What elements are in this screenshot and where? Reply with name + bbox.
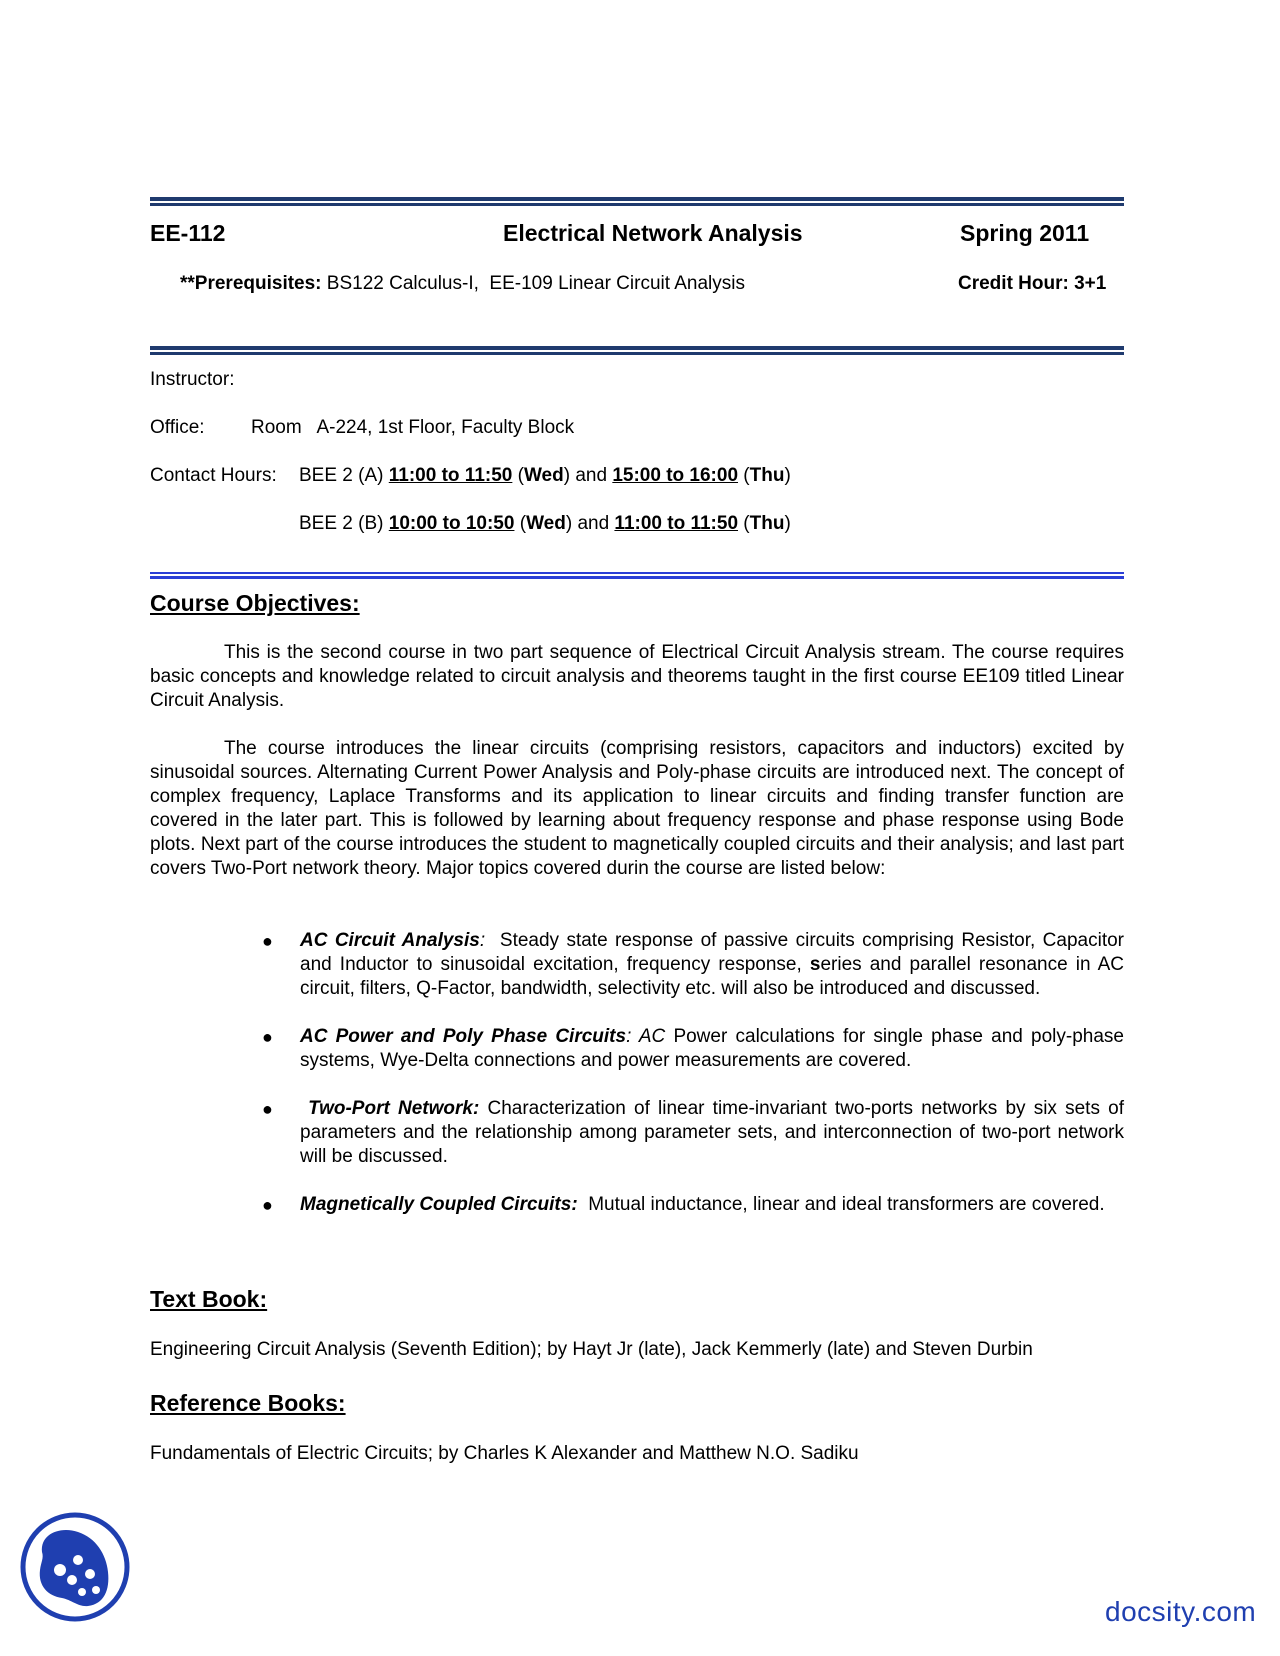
docsity-watermark[interactable]: docsity.com (1105, 1596, 1257, 1627)
section-b-and: and (577, 513, 610, 534)
office-value: Room A-224, 1st Floor, Faculty Block (251, 417, 575, 438)
textbook-heading: Text Book: (150, 1286, 268, 1312)
section-a-day1: Wed (523, 465, 564, 486)
office-label: Office: (150, 417, 205, 438)
prereq-label: **Prerequisites: (180, 273, 322, 294)
course-title: Electrical Network Analysis (503, 220, 803, 246)
instructor-label: Instructor: (150, 369, 235, 390)
contact-row-b: BEE 2 (B) 10:00 to 10:50 (Wed) and 11:00 to 11:50 (Thu) (299, 513, 791, 534)
course-term: Spring 2011 (960, 220, 1090, 246)
list-item (150, 1193, 1124, 1217)
objectives-divider (150, 572, 1124, 579)
contact-label: Contact Hours: (150, 465, 277, 486)
section-a-name: BEE 2 (A) (299, 465, 384, 486)
objectives-paragraph-2 (150, 737, 1124, 881)
objectives-p1-text: This is the second course in two part sequence of Electrical Circuit Analysis stream. The course requires basic concepts and knowledge related to circuit analysis and theorems taught in the first course EE109 titled Linear Circuit Analysis. (150, 642, 1124, 711)
section-b-day1: Wed (526, 513, 566, 534)
reference-heading: Reference Books: (150, 1390, 346, 1416)
docsity-logo-icon (20, 1512, 130, 1622)
topic-title: Two-Port Network: (300, 1098, 480, 1119)
credit-hours: Credit Hour: 3+1 (958, 273, 1107, 294)
section-a-and: and (575, 465, 608, 486)
list-item (150, 1025, 1124, 1073)
course-code: EE-112 (150, 220, 226, 246)
objectives-heading: Course Objectives: (150, 590, 360, 616)
topic-bold-letter: s (809, 954, 821, 975)
objectives-p2-text: The course introduces the linear circuits (comprising resistors, capacitors and inductors) excited by sinusoidal sources. Alternating Current Power Analysis and Poly-phase circuits are introduced next. The concept of complex frequency, Laplace Transforms and its application to linear circuits and finding transfer function are covered in the later part. This is followed by learning about frequency response and phase response using Bode plots. Next part of the course introduces the student to magnetically coupled circuits and their analysis; and last part covers Two-Port network theory. Major topics covered durin the course are listed below: (150, 738, 1124, 879)
topics-list (150, 929, 1130, 1241)
bullet-icon: ● (262, 1027, 273, 1047)
section-a-time1: 11:00 to 11:50 (388, 465, 513, 486)
section-a-day2: Thu (749, 465, 785, 486)
bullet-icon: ● (262, 931, 273, 951)
topic-title: AC Circuit Analysis (300, 930, 480, 951)
section-b-name: BEE 2 (B) (299, 513, 384, 534)
reference-value: Fundamentals of Electric Circuits; by Charles K Alexander and Matthew N.O. Sadiku (150, 1443, 859, 1464)
section-b-day2: Thu (749, 513, 785, 534)
list-item (150, 929, 1130, 1001)
section-b-time2: 11:00 to 11:50 (614, 513, 739, 534)
topic-title: Magnetically Coupled Circuits: (300, 1194, 578, 1215)
header-divider (150, 346, 1124, 355)
textbook-value: Engineering Circuit Analysis (Seventh Edition); by Hayt Jr (late), Jack Kemmerly (late) and Steven Durbin (150, 1339, 1033, 1360)
topic-text: Mutual inductance, linear and ideal transformers are covered. (577, 1194, 1105, 1215)
prerequisites (180, 273, 745, 295)
topic-text: Power calculations for single phase and poly-phase systems, Wye-Delta connections and power measurements are covered. (300, 1026, 1124, 1071)
topic-title: AC Power and Poly Phase Circuits (300, 1026, 627, 1047)
topic-sep: : (479, 930, 486, 951)
list-item (150, 1097, 1124, 1169)
top-divider (150, 197, 1124, 206)
objectives-paragraph-1 (150, 641, 1124, 713)
bullet-icon: ● (262, 1195, 273, 1215)
section-a-time2: 15:00 to 16:00 (612, 465, 739, 486)
topic-sep: : AC (626, 1026, 666, 1047)
topic-text: Steady state response of passive circuits comprising Resistor, Capacitor and Inductor to sinusoidal excitation, frequency response, (300, 930, 1130, 975)
contact-row-a: BEE 2 (A) 11:00 to 11:50 (Wed) and 15:00 to 16:00 (Thu) (299, 465, 791, 486)
prereq-value: BS122 Calculus-I, EE-109 Linear Circuit Analysis (326, 273, 745, 294)
topic-text-b: eries and parallel resonance in AC circuit, filters, Q-Factor, bandwidth, selectivity etc. will also be introduced and discussed. (300, 954, 1124, 999)
section-b-time1: 10:00 to 10:50 (388, 513, 515, 534)
bullet-icon: ● (262, 1099, 273, 1119)
topic-text: Characterization of linear time-invariant two-ports networks by six sets of parameters and the relationship among parameter sets, and interconnection of two-port network will be discussed. (300, 1098, 1124, 1167)
